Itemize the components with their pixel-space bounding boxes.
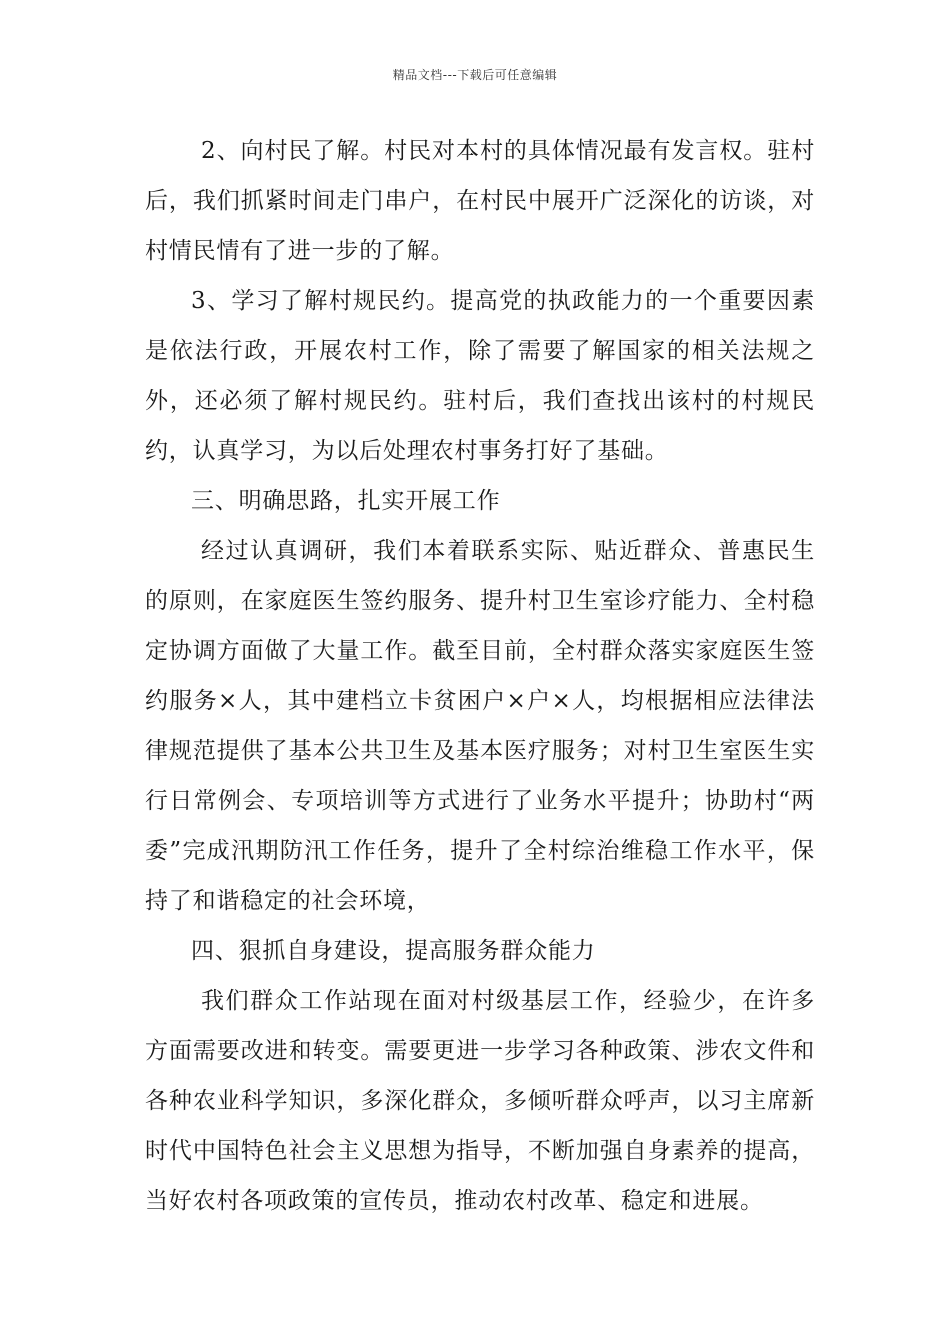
page-header: 精品文档---下载后可任意编辑 (392, 68, 558, 82)
paragraph-work-progress: 经过认真调研，我们本着联系实际、贴近群众、普惠民生的原则，在家庭医生签约服务、提升村卫生室诊疗能力、全村稳定协调方面做了大量工作。截至目前，全村群众落实家庭医生签约服务×人，其中建档立卡贫困户×户×人，均根据相应法律法律规范提供了基本公共卫生及基本医疗服务；对村卫生室医生实行日常例会、专项培训等方式进行了业务水平提升；协助村“两委”完成汛期防汛工作任务，提升了全村综治维稳工作水平，保持了和谐稳定的社会环境， (145, 538, 815, 914)
paragraph-self-improvement: 我们群众工作站现在面对村级基层工作，经验少，在许多方面需要改进和转变。需要更进一步学习各种政策、涉农文件和各种农业科学知识，多深化群众，多倾听群众呼声，以习主席新时代中国特色社会主义思想为指导，不断加强自身素养的提高，当好农村各项政策的宣传员，推动农村改革、稳定和进展。 (145, 988, 815, 1214)
section-heading-3: 三、明确思路，扎实开展工作 (191, 488, 501, 514)
section-heading-4: 四、狠抓自身建设，提高服务群众能力 (191, 938, 596, 964)
paragraph-village-rules: 3、学习了解村规民约。提高党的执政能力的一个重要因素是依法行政，开展农村工作，除了需要了解国家的相关法规之外，还必须了解村规民约。驻村后，我们查找出该村的村规民约，认真学习，为以后处理农村事务打好了基础。 (145, 288, 815, 464)
paragraph-villager-understanding: 2、向村民了解。村民对本村的具体情况最有发言权。驻村后，我们抓紧时间走门串户，在村民中展开广泛深化的访谈，对村情民情有了进一步的了解。 (145, 138, 815, 264)
document-body (145, 126, 815, 1226)
